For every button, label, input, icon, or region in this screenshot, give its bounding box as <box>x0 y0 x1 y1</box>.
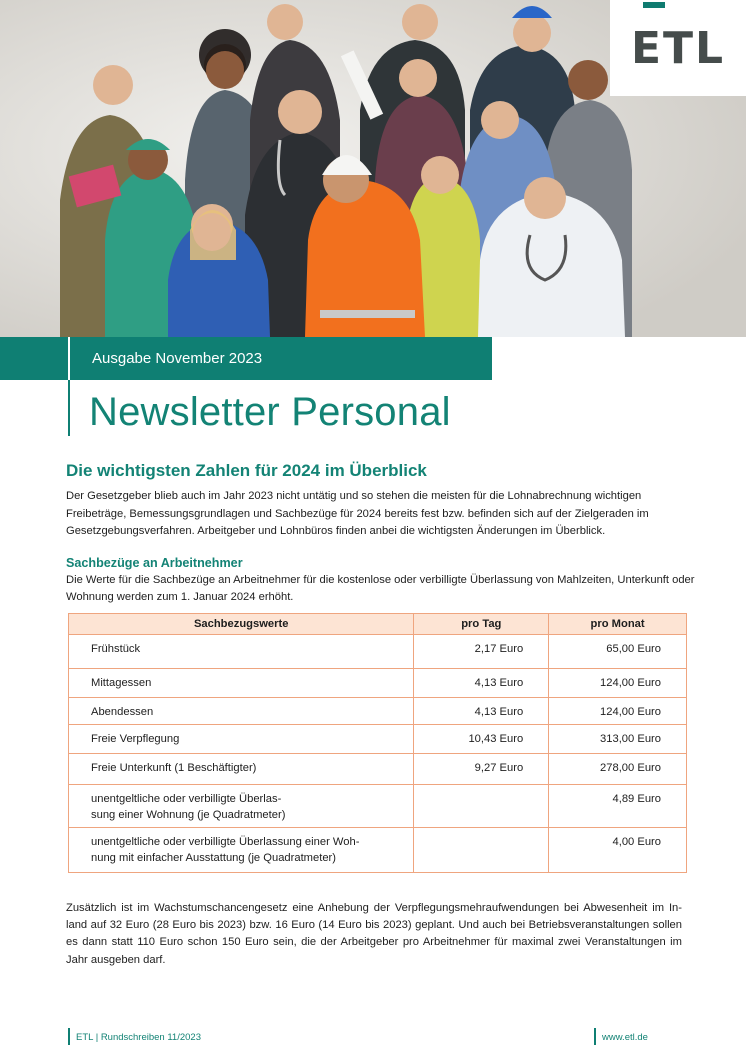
table-row <box>69 828 687 873</box>
table-row <box>69 698 687 725</box>
banner-divider <box>68 337 70 380</box>
row-label: Mittagessen <box>69 669 414 698</box>
row-day-value: 4,13 Euro <box>414 698 549 725</box>
footer-rule-right <box>594 1028 596 1045</box>
row-day-value <box>414 785 549 828</box>
footer-rule-left <box>68 1028 70 1045</box>
row-day-value <box>414 828 549 873</box>
article-intro: Der Gesetzgeber blieb auch im Jahr 2023 nicht untätig und so stehen die meisten für die Lohnabrechnung wichtigen Freibeträge, Bemessungsgrundlagen und Sachbezüge für 2024 bereits fest bzw. befinden sich auf der Zielgeraden im Gesetzgebungsverfahren. Arbeitgeber und Lohnbüros finden anbei die wichtigsten Änderungen im Überblick. <box>66 490 649 537</box>
row-month-value: 124,00 Euro <box>549 698 687 725</box>
row-label-line: unentgeltliche oder verbilligte Überlas- <box>91 793 282 805</box>
row-label: Freie Unterkunft (1 Beschäftigter) <box>69 754 414 785</box>
table-row <box>69 725 687 754</box>
row-label <box>69 828 414 873</box>
row-month-value: 4,00 Euro <box>549 828 687 873</box>
footer-website-link[interactable]: www.etl.de <box>602 1032 648 1043</box>
col-header-day: pro Tag <box>414 614 549 635</box>
article-heading: Die wichtigsten Zahlen für 2024 im Überblick <box>66 461 427 480</box>
section-heading: Sachbezüge an Arbeitnehmer <box>66 556 243 570</box>
table-row <box>69 785 687 828</box>
row-label: Abendessen <box>69 698 414 725</box>
row-month-value: 313,00 Euro <box>549 725 687 754</box>
table-row <box>69 669 687 698</box>
logo-accent-bar <box>643 2 665 8</box>
article-outro: Zusätzlich ist im Wachstumschancengesetz eine Anhebung der Verpflegungsmehraufwendungen bei Abwesenheit im In-land auf 32 Euro (28 Euro bis 2023) bzw. 16 Euro (14 Euro bis 2023) geplant. Und auch bei Betriebsveranstaltungen sollen es dann statt 110 Euro schon 150 Euro sein, die der Arbeitgeber pro Arbeitnehmer für maximal zwei Veranstaltungen im Jahr ausgeben darf. <box>66 902 682 966</box>
section-text: Die Werte für die Sachbezüge an Arbeitnehmer für die kostenlose oder verbilligte Überlassung von Mahlzeiten, Unterkunft oder Wohnung werden zum 1. Januar 2024 erhöht. <box>66 574 695 603</box>
etl-logo[interactable] <box>610 0 746 96</box>
row-label-line: nung mit einfacher Ausstattung (je Quadratmeter) <box>91 852 337 864</box>
row-month-value: 4,89 Euro <box>549 785 687 828</box>
row-day-value: 9,27 Euro <box>414 754 549 785</box>
row-day-value: 10,43 Euro <box>414 725 549 754</box>
col-header-label: Sachbezugswerte <box>69 614 414 635</box>
row-label: Frühstück <box>69 635 414 669</box>
row-label <box>69 785 414 828</box>
title-rule <box>68 380 70 436</box>
table-row <box>69 754 687 785</box>
row-label-line: sung einer Wohnung (je Quadratmeter) <box>91 809 286 821</box>
row-label: Freie Verpflegung <box>69 725 414 754</box>
row-day-value: 2,17 Euro <box>414 635 549 669</box>
sachbezug-table <box>68 613 687 873</box>
footer-issue: ETL | Rundschreiben 11/2023 <box>76 1032 201 1043</box>
table-header-row <box>69 614 687 635</box>
row-label-line: unentgeltliche oder verbilligte Überlassung einer Woh- <box>91 836 360 848</box>
row-month-value: 65,00 Euro <box>549 635 687 669</box>
row-month-value: 278,00 Euro <box>549 754 687 785</box>
col-header-month: pro Monat <box>549 614 687 635</box>
hero-photo <box>0 0 746 337</box>
page-title: Newsletter Personal <box>89 390 451 434</box>
issue-banner <box>0 337 492 380</box>
table-row <box>69 635 687 669</box>
logo-text: ETL <box>630 22 726 74</box>
row-month-value: 124,00 Euro <box>549 669 687 698</box>
row-day-value: 4,13 Euro <box>414 669 549 698</box>
issue-label: Ausgabe November 2023 <box>92 350 263 367</box>
